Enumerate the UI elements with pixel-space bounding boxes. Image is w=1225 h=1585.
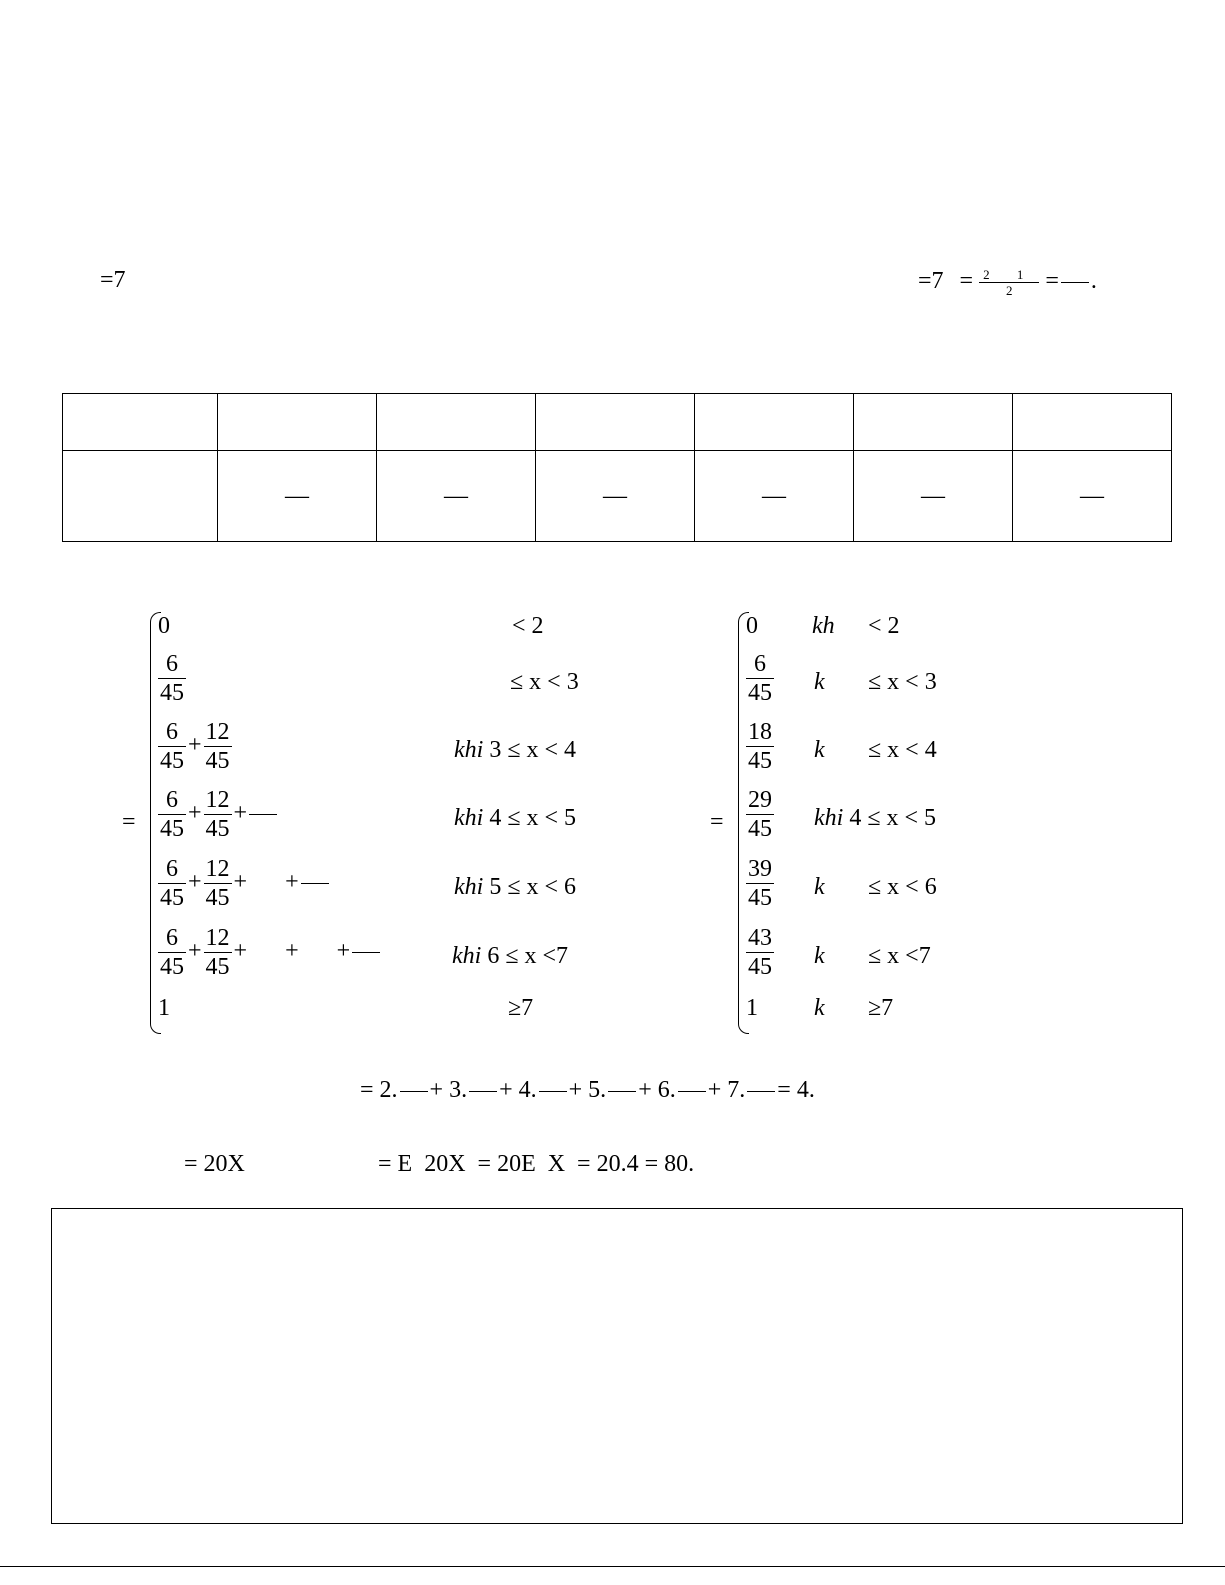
table-cell-prob: — (695, 451, 854, 542)
fraction-num: 6 (166, 787, 178, 813)
cdf-right-row7-kw: k (814, 995, 825, 1021)
cdf-right-row6-expr (744, 926, 776, 979)
dash (469, 1091, 497, 1092)
fraction-num: 12 (205, 719, 230, 745)
expectation-term: + 6. (638, 1077, 676, 1103)
khi-keyword: khi (454, 737, 484, 763)
cdf-right-row3-expr (744, 720, 776, 773)
table-cell (695, 394, 854, 451)
dash (352, 952, 380, 953)
fraction-num: 29 (748, 787, 772, 813)
expectation-result: = 4. (777, 1077, 815, 1103)
cdf-right-row1-expr: 0 (746, 613, 758, 639)
cdf-left-row7-expr: 1 (158, 995, 170, 1021)
plus: + + (233, 869, 299, 896)
page-footer-rule (0, 1566, 1225, 1567)
cdf-right-row5-kw: k (814, 874, 825, 900)
fraction-den: 45 (748, 954, 772, 980)
table-cell (63, 394, 218, 451)
plus: + (188, 869, 202, 896)
fraction-den: 45 (205, 954, 230, 980)
final-line-right: = E 20X = 20E X = 20.4 = 80. (378, 1151, 695, 1177)
fraction-num: 18 (748, 719, 772, 745)
fraction (158, 926, 186, 979)
dash (747, 1091, 775, 1092)
cdf-left-row2-cond: ≤ x < 3 (510, 669, 579, 695)
plus: + (188, 732, 202, 759)
fraction (746, 720, 774, 773)
cdf-left-row3-expr (156, 720, 234, 773)
dash (608, 1091, 636, 1092)
cdf-left-row1-expr: 0 (158, 613, 170, 639)
table-cell (536, 394, 695, 451)
fraction (204, 857, 232, 910)
fraction-den: 45 (748, 680, 772, 706)
fraction (158, 652, 186, 705)
table-cell-prob: — (1013, 451, 1172, 542)
line1-right-expr (918, 268, 1097, 297)
expectation-term: + 5. (568, 1077, 607, 1103)
table-cell (377, 394, 536, 451)
fraction (204, 926, 232, 979)
expectation-term: + 7. (707, 1077, 746, 1103)
fraction (204, 720, 232, 773)
cdf-right-row5-cond: ≤ x < 6 (868, 874, 937, 900)
fraction-den: 45 (748, 885, 772, 911)
condition: 6 ≤ x <7 (487, 943, 569, 969)
cdf-left-row5-cond (454, 875, 576, 899)
fraction-den: 45 (205, 885, 230, 911)
table-cell (854, 394, 1013, 451)
cdf-left-row1-cond: < 2 (512, 613, 544, 639)
dash (678, 1091, 706, 1092)
khi-keyword: khi (814, 805, 844, 831)
line1-eq2: = (1045, 268, 1059, 295)
expectation-line (360, 1078, 815, 1102)
table-cell-prob: — (854, 451, 1013, 542)
condition: 4 ≤ x < 5 (849, 805, 937, 831)
fraction (746, 926, 774, 979)
line1-period: . (1090, 268, 1097, 295)
fraction-num: 6 (166, 719, 178, 745)
fraction (158, 857, 186, 910)
fraction (158, 788, 186, 841)
fraction-den: 45 (160, 885, 184, 911)
fraction-den: 45 (205, 748, 230, 774)
dash (301, 883, 329, 884)
cdf-right-row3-kw: k (814, 737, 825, 763)
cdf-left-row6-expr (156, 926, 382, 979)
cdf-right-eq: = (710, 809, 724, 835)
cdf-right-row2-expr (744, 652, 776, 705)
cdf-right-row3-cond: ≤ x < 4 (868, 737, 937, 763)
table-row-probabilities (63, 451, 1172, 542)
fraction-num: 6 (166, 925, 178, 951)
table-cell-prob: — (377, 451, 536, 542)
cdf-left-row3-cond (454, 738, 576, 762)
khi-keyword: khi (452, 943, 482, 969)
fraction (158, 720, 186, 773)
fraction (746, 857, 774, 910)
dash (400, 1091, 428, 1092)
fraction-den: 45 (160, 748, 184, 774)
cdf-right-row4-cond (814, 806, 936, 830)
fraction-num: 6 (754, 651, 766, 677)
fraction (746, 652, 774, 705)
line1-left-expr: =7 (100, 267, 126, 293)
line1-eq: = (959, 268, 974, 295)
fraction-num: 6 (166, 856, 178, 882)
cdf-right-row7-expr: 1 (746, 995, 758, 1021)
answer-box (51, 1208, 1183, 1524)
cdf-left-row4-cond (454, 806, 576, 830)
fraction-num: 12 (205, 787, 230, 813)
distribution-table (62, 393, 1172, 542)
table-row-values (63, 394, 1172, 451)
fraction (746, 788, 774, 841)
cdf-right-row4-expr (744, 788, 776, 841)
fraction-num: 12 (205, 856, 230, 882)
plus: + (188, 800, 202, 827)
cdf-right-row1-kw: kh (812, 613, 835, 639)
cdf-right-row1-cond: < 2 (868, 613, 900, 639)
line1-small-den: 2 (979, 282, 1039, 297)
plus: + (188, 938, 202, 965)
fraction-num: 6 (166, 651, 178, 677)
dash (249, 814, 277, 815)
fraction-num: 39 (748, 856, 772, 882)
line1-dash (1061, 282, 1089, 283)
cdf-right-row2-cond: ≤ x < 3 (868, 669, 937, 695)
final-line-left: = 20X (184, 1151, 245, 1177)
fraction-den: 45 (205, 816, 230, 842)
condition: 3 ≤ x < 4 (489, 737, 577, 763)
cdf-left-eq: = (122, 809, 136, 835)
khi-keyword: khi (454, 805, 484, 831)
cdf-right-row6-kw: k (814, 943, 825, 969)
fraction-den: 45 (748, 748, 772, 774)
condition: 4 ≤ x < 5 (489, 805, 577, 831)
table-cell (218, 394, 377, 451)
cdf-right-row2-kw: k (814, 669, 825, 695)
fraction-den: 45 (160, 680, 184, 706)
table-cell (63, 451, 218, 542)
table-cell (1013, 394, 1172, 451)
cdf-left-row4-expr (156, 788, 279, 841)
plus: + + + (233, 938, 351, 965)
cdf-left-row2-expr (156, 652, 188, 705)
expectation-term: + 4. (499, 1077, 537, 1103)
cdf-right-row7-cond: ≥7 (868, 995, 894, 1021)
expectation-term: + 3. (429, 1077, 468, 1103)
fraction-num: 43 (748, 925, 772, 951)
condition: 5 ≤ x < 6 (489, 874, 577, 900)
fraction (204, 788, 232, 841)
dash (539, 1091, 567, 1092)
table-cell-prob: — (218, 451, 377, 542)
expectation-term: = 2. (360, 1077, 398, 1103)
fraction-num: 12 (205, 925, 230, 951)
cdf-left-row6-cond (452, 944, 568, 968)
plus: + (233, 800, 248, 827)
cdf-left-row5-expr (156, 857, 331, 910)
cdf-left-row7-cond: ≥7 (508, 995, 534, 1021)
line1-eq-7: =7 (918, 268, 944, 295)
fraction-den: 45 (160, 816, 184, 842)
khi-keyword: khi (454, 874, 484, 900)
fraction-den: 45 (160, 954, 184, 980)
line1-small-num: 2 1 (983, 267, 1036, 282)
cdf-right-row6-cond: ≤ x <7 (868, 943, 931, 969)
cdf-right-row5-expr (744, 857, 776, 910)
fraction-den: 45 (748, 816, 772, 842)
table-cell-prob: — (536, 451, 695, 542)
line1-small-fraction (979, 268, 1039, 297)
